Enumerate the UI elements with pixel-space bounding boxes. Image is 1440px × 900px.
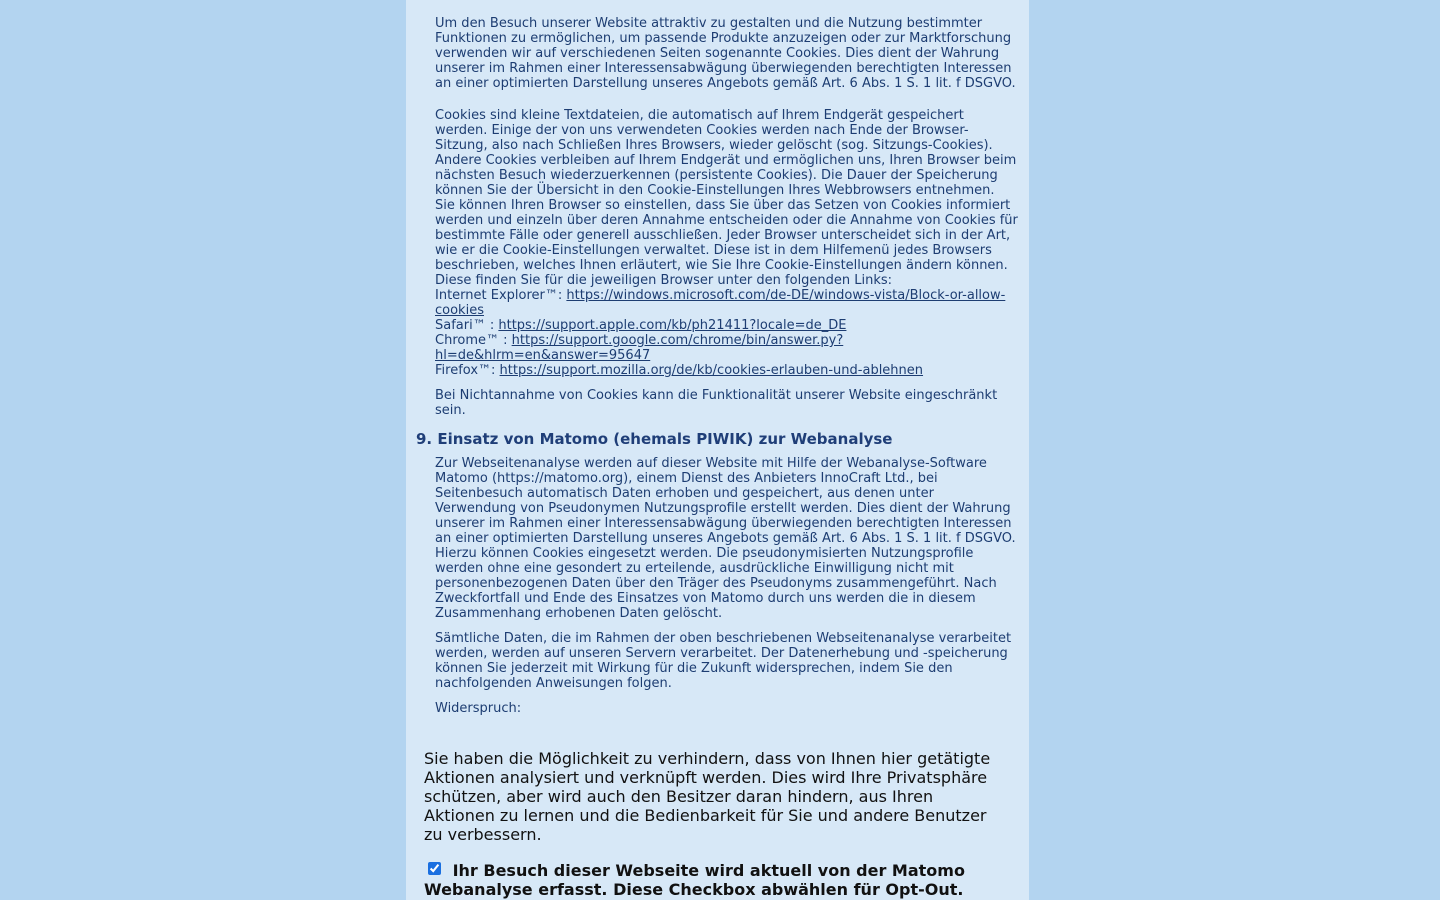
section9-paragraph-matomo-intro: Zur Webseitenanalyse werden auf dieser Website mit Hilfe der Webanalyse-Software Matomo (https://matomo.org), einem Dienst des Anbieters InnoCraft Ltd., bei Seitenbesuch automatisch Daten erhoben und gespeichert, aus denen unter Verwendung von Pseudonymen Nutzungsprofile erstellt werden. Dies dient der Wahrung unserer im Rahmen einer Interessensabwägung überwiegenden berechtigten Interessen an einer optimierten Darstellung unseres Angebots gemäß Art. 6 Abs. 1 S. 1 lit. f DSGVO. Hierzu können Cookies eingesetzt werden. Die pseudonymisierten Nutzungsprofile werden ohne eine gesondert zu erteilende, ausdrückliche Einwilligung nicht mit personenbezogenen Daten über den Träger des Pseudonyms zusammengeführt. Nach Zweckfortfall und Ende des Einsatzes von Matomo durch uns werden die in diesem Zusammenhang erhobenen Daten gelöscht.: [435, 456, 1016, 621]
section9-paragraph-objection: Widerspruch:: [435, 701, 522, 716]
optout-checkbox-row[interactable]: [424, 861, 1019, 899]
safari-label: Safari™ :: [435, 318, 499, 333]
optout-checkbox[interactable]: [428, 862, 441, 875]
section8-paragraph-cookies-intro: Um den Besuch unserer Website attraktiv zu gestalten und die Nutzung bestimmter Funktionen zu ermöglichen, um passende Produkte anzuzeigen oder zur Marktforschung verwenden wir auf verschiedenen Seiten sogenannte Cookies. Dies dient der Wahrung unserer im Rahmen einer Interessensabwägung überwiegenden berechtigten Interessen an einer optimierten Darstellung unseres Angebots gemäß Art. 6 Abs. 1 S. 1 lit. f DSGVO.: [435, 16, 1016, 91]
section8-paragraph-no-cookies: Bei Nichtannahme von Cookies kann die Funktionalität unserer Website eingeschränkt sein.: [435, 388, 998, 418]
ie-label: Internet Explorer™:: [435, 288, 567, 303]
cookies-detail-text: Cookies sind kleine Textdateien, die automatisch auf Ihrem Endgerät gespeichert werden. Einige der von uns verwendeten Cookies werden nach Ende der Browser- Sitzung, also nach Schließen Ihres Browsers, wieder gelöscht (sog. Sitzungs-Cookies). Andere Cookies verbleiben auf Ihrem Endgerät und ermöglichen uns, Ihren Browser beim nächsten Besuch wiederzuerkennen (persistente Cookies). Die Dauer der Speicherung können Sie der Übersicht in den Cookie-Einstellungen Ihres Webbrowsers entnehmen. Sie können Ihren Browser so einstellen, dass Sie über das Setzen von Cookies informiert werden und einzeln über deren Annahme entscheiden oder die Annahme von Cookies für bestimmte Fälle oder generell ausschließen. Jeder Browser unterscheidet sich in der Art, wie er die Cookie-Einstellungen verwaltet. Diese ist in dem Hilfemenü jedes Browsers beschrieben, welches Ihnen erläutert, wie Sie Ihre Cookie-Einstellungen ändern können. Diese finden Sie für die jeweiligen Browser unter den folgenden Links:: [435, 108, 1018, 288]
ie-cookie-link[interactable]: https://windows.microsoft.com/de-DE/windows-vista/Block-or-allow-cookies: [435, 288, 1006, 318]
chrome-link-line: [435, 333, 1019, 363]
firefox-cookie-link[interactable]: https://support.mozilla.org/de/kb/cookies-erlauben-und-ablehnen: [499, 363, 924, 378]
section8-paragraph-cookies-detail: [435, 108, 1019, 378]
chrome-cookie-link[interactable]: https://support.google.com/chrome/bin/answer.py?hl=de&hlrm=en&answer=95647: [435, 333, 844, 363]
privacy-policy-body: [406, 0, 1029, 899]
chrome-label: Chrome™ :: [435, 333, 512, 348]
firefox-link-line: [435, 363, 1019, 378]
firefox-label: Firefox™:: [435, 363, 500, 378]
optout-checkbox-label: Ihr Besuch dieser Webseite wird aktuell von der Matomo Webanalyse erfasst. Diese Checkbox abwählen für Opt-Out.: [424, 861, 965, 899]
optout-description: Sie haben die Möglichkeit zu verhindern, dass von Ihnen hier getätigte Aktionen analysiert und verknüpft werden. Dies wird Ihre Privatsphäre schützen, aber wird auch den Besitzer daran hindern, aus Ihren Aktionen zu lernen und die Bedienbarkeit für Sie und andere Benutzer zu verbessern.: [424, 749, 991, 844]
section9-heading: 9. Einsatz von Matomo (ehemals PIWIK) zur Webanalyse: [416, 430, 893, 448]
safari-link-line: [435, 318, 1019, 333]
safari-cookie-link[interactable]: https://support.apple.com/kb/ph21411?locale=de_DE: [498, 318, 847, 333]
ie-link-line: [435, 288, 1019, 318]
section9-paragraph-data-processing: Sämtliche Daten, die im Rahmen der oben beschriebenen Webseitenanalyse verarbeitet werden, werden auf unseren Servern verarbeitet. Der Datenerhebung und -speicherung können Sie jederzeit mit Wirkung für die Zukunft widersprechen, indem Sie den nachfolgenden Anweisungen folgen.: [435, 631, 1012, 691]
content-column: [406, 0, 1029, 900]
